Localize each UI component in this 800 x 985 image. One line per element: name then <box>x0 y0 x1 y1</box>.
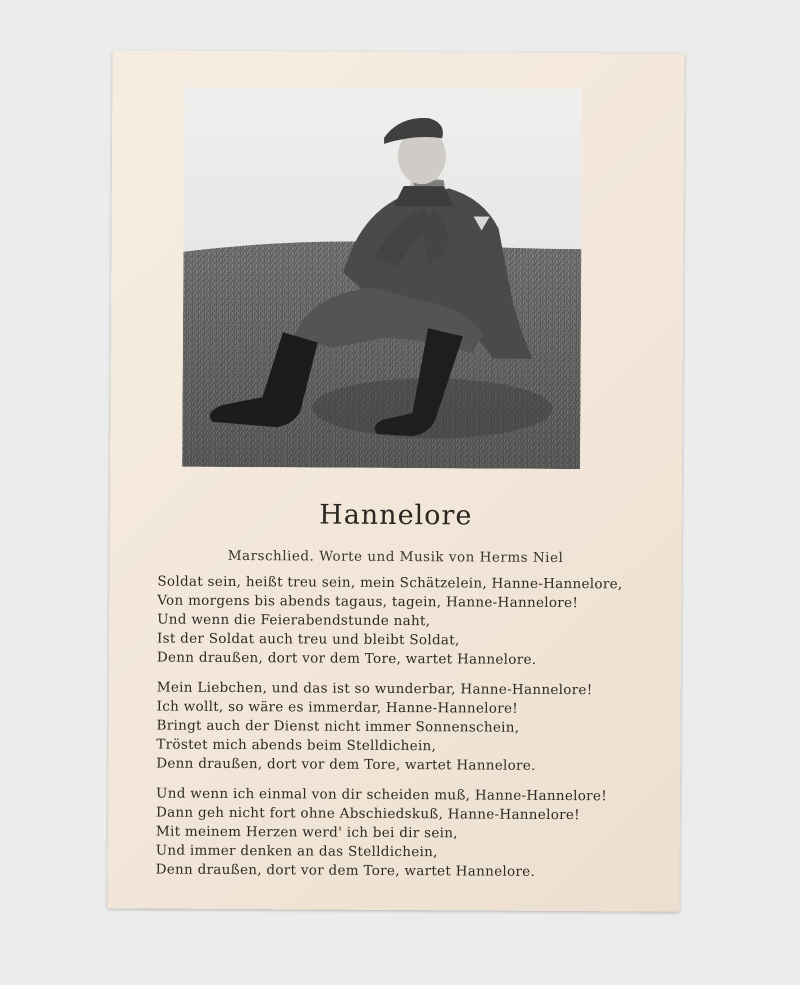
soldier-photo-image <box>182 87 582 469</box>
postcard <box>107 50 684 911</box>
lyric-line: Dann geh nicht fort ohne Abschiedskuß, Hanne-Hannelore! <box>155 804 580 824</box>
lyric-line: Mit meinem Herzen werd' ich bei dir sein, <box>155 823 458 842</box>
stanza <box>156 785 677 883</box>
lyric-line: Und immer denken an das Stelldichein, <box>155 842 438 861</box>
lyric-line: Tröstet mich abends beim Stelldichein, <box>156 736 437 755</box>
lyric-line: Soldat sein, heißt treu sein, mein Schätzelein, Hanne-Hannelore, <box>157 573 623 593</box>
lyric-line: Und wenn die Feierabendstunde naht, <box>157 611 431 630</box>
stanza <box>157 573 678 671</box>
lyric-line: Denn draußen, dort vor dem Tore, wartet Hannelore. <box>156 755 536 774</box>
lyric-line: Denn draußen, dort vor dem Tore, wartet Hannelore. <box>156 649 537 668</box>
song-subtitle: Marschlied. Worte und Musik von Herms Niel <box>227 547 564 567</box>
lyric-line: Mein Liebchen, und das ist so wunderbar, Hanne-Hannelore! <box>156 679 593 699</box>
lyric-line: Ist der Soldat auch treu und bleibt Soldat, <box>156 630 460 649</box>
lyric-line: Bringt auch der Dienst nicht immer Sonnenschein, <box>156 717 520 736</box>
lyric-line: Und wenn ich einmal von dir scheiden muß, Hanne-Hannelore! <box>156 785 608 805</box>
stanza <box>156 679 677 777</box>
song-title: Hannelore <box>319 499 473 532</box>
lyric-line: Von morgens bis abends tagaus, tagein, Hanne-Hannelore! <box>157 592 579 612</box>
lyric-line: Ich wollt, so wäre es immerdar, Hanne-Hannelore! <box>156 698 519 717</box>
song-lyrics <box>155 573 677 894</box>
soldier-photo <box>182 87 582 469</box>
lyric-line: Denn draußen, dort vor dem Tore, wartet Hannelore. <box>155 861 536 880</box>
